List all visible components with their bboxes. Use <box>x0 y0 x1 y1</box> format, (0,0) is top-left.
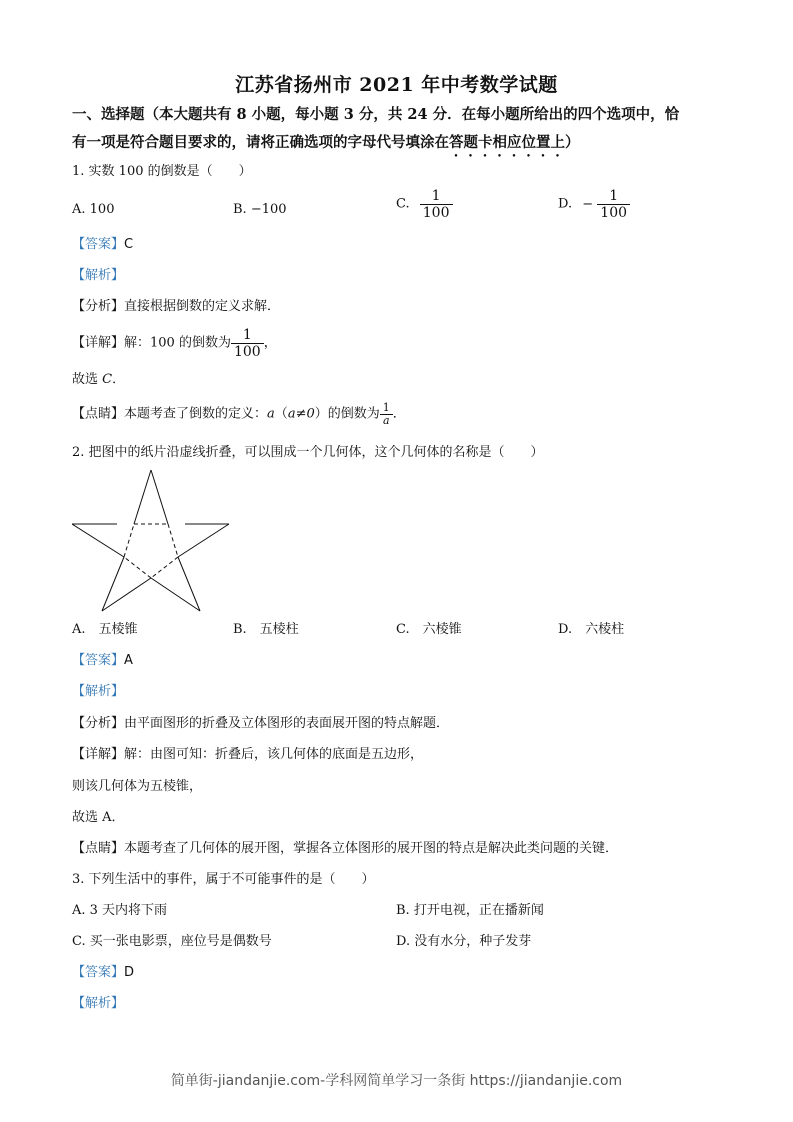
q2-xiangjie <box>72 745 423 765</box>
q2-fenxi <box>72 714 449 734</box>
xiangjie-label: 【详解】 <box>72 335 125 351</box>
answer-label: 【答案】 <box>72 653 125 668</box>
dianjing-mid: ）的倒数为 <box>314 406 380 422</box>
dianjing-label: 【点睛】 <box>72 841 125 856</box>
star-edge <box>178 557 200 611</box>
q2-option-b: B. 五棱柱 <box>233 622 299 637</box>
q2-option-a: A. 五棱锥 <box>72 622 138 637</box>
fraction <box>231 327 264 360</box>
fraction-numerator: 1 <box>231 327 264 344</box>
q1-stem: 1. 实数 100 的倒数是（ ） <box>72 164 252 179</box>
star-edge <box>151 470 168 524</box>
star-edge <box>72 524 124 557</box>
answer-value: A <box>124 653 133 668</box>
star-net-figure <box>72 467 242 615</box>
dianjing-var: a <box>267 406 275 422</box>
section-heading <box>72 101 732 160</box>
q2-stem: 2. 把图中的纸片沿虚线折叠，可以围成一个几何体，这个几何体的名称是（ ） <box>72 445 544 460</box>
section-heading-line2 <box>72 129 732 160</box>
q1-option-d-label: D. <box>558 196 573 212</box>
q1-option-a: A. 100 <box>72 202 115 217</box>
fenxi-text: 由平面图形的折叠及立体图形的表面展开图的特点解题． <box>124 716 450 731</box>
fraction-denominator: 100 <box>600 205 628 221</box>
star-edge <box>178 524 229 557</box>
q2-conclusion: 故选 A． <box>72 810 125 825</box>
answer-label: 【答案】 <box>72 237 125 252</box>
q1-answer <box>72 235 133 255</box>
conclusion-text: 故选 <box>72 372 103 387</box>
q2-analysis-label <box>72 682 124 702</box>
answer-value: C <box>124 237 134 252</box>
fold-line <box>124 557 151 578</box>
fraction-numerator: 1 <box>597 188 630 205</box>
section-heading-line1: 一、选择题（本大题共有 8 小题，每小题 3 分，共 24 分．在每小题所给出的四个选项中，恰 <box>72 106 680 123</box>
q1-option-b-value: −100 <box>250 202 287 217</box>
section-line2-end: ） <box>565 134 580 151</box>
dianjing-label: 【点睛】 <box>72 406 125 422</box>
q1-option-d-sign: − <box>582 196 594 212</box>
fraction <box>380 402 393 427</box>
star-edge <box>151 578 200 611</box>
q3-stem: 3. 下列生活中的事件，属于不可能事件的是（ ） <box>72 872 375 887</box>
xiangjie-end: ， <box>263 335 277 351</box>
answer-label: 【答案】 <box>72 965 125 980</box>
q3-analysis-label <box>72 994 124 1014</box>
fraction-denominator: 100 <box>422 205 450 221</box>
fenxi-label: 【分析】 <box>72 716 125 731</box>
fenxi-label: 【分析】 <box>72 299 125 314</box>
fraction-numerator: 1 <box>420 188 453 205</box>
q2-dianjing <box>72 839 618 859</box>
q1-dianjing <box>72 402 406 427</box>
answer-value: D <box>124 965 135 980</box>
fold-line <box>168 524 178 557</box>
fold-line <box>151 557 178 578</box>
fenxi-text: 直接根据倒数的定义求解． <box>124 299 281 314</box>
q2-option-d: D. 六棱柱 <box>558 622 625 637</box>
dianjing-text: 本题考查了倒数的定义： <box>124 406 268 422</box>
conclusion-end: ． <box>112 372 126 387</box>
dianjing-text: 本题考查了几何体的展开图，掌握各立体图形的展开图的特点是解决此类问题的关键． <box>124 841 619 856</box>
emphasized-text: 答题卡相应位置上 <box>449 134 565 151</box>
fraction-denominator: 100 <box>233 344 261 360</box>
dianjing-paren: （ <box>274 406 288 422</box>
xiangjie-label: 【详解】 <box>72 747 125 762</box>
q3-option-d: D. 没有水分，种子发芽 <box>396 934 532 949</box>
page-title: 江苏省扬州市 2021 年中考数学试题 <box>235 74 558 96</box>
fraction <box>420 188 453 221</box>
q1-option-c-label: C. <box>396 196 410 212</box>
analysis-label: 【解析】 <box>72 684 125 699</box>
q1-conclusion <box>72 370 125 390</box>
q3-option-a: A. 3 天内将下雨 <box>72 903 168 918</box>
star-edge <box>102 557 124 611</box>
section-line2-text: 有一项是符合题目要求的，请将正确选项的字母代号填涂在 <box>72 134 449 151</box>
q3-option-c: C. 买一张电影票，座位号是偶数号 <box>72 934 272 949</box>
dianjing-end: ． <box>392 406 406 422</box>
fraction-numerator: 1 <box>380 402 393 415</box>
xiangjie-text: 解：由图可知：折叠后，该几何体的底面是五边形， <box>124 747 424 762</box>
q2-line2: 则该几何体为五棱锥， <box>72 779 203 794</box>
q1-option-d <box>558 188 630 221</box>
q3-answer <box>72 963 134 983</box>
analysis-label: 【解析】 <box>72 996 125 1011</box>
q1-option-b-label: B. <box>233 202 247 217</box>
q1-option-c <box>396 188 453 221</box>
dianjing-condition: a≠0 <box>287 406 315 422</box>
q3-option-b: B. 打开电视，正在播新闻 <box>396 903 544 918</box>
xiangjie-text: 解：100 的倒数为 <box>124 335 231 351</box>
q2-answer <box>72 651 133 671</box>
star-edge <box>102 578 151 611</box>
q1-analysis-label <box>72 266 124 286</box>
page-footer: 简单街-jiandanjie.com-学科网简单学习一条街 https://jiandanjie.com <box>170 1073 623 1089</box>
fold-line <box>124 524 134 557</box>
fraction <box>597 188 630 221</box>
q2-option-c: C. 六棱锥 <box>396 622 462 637</box>
conclusion-letter: C <box>102 372 113 387</box>
star-edge <box>134 470 151 524</box>
q1-fenxi <box>72 297 280 317</box>
q1-option-b <box>233 200 287 220</box>
fraction-denominator: a <box>382 414 390 427</box>
analysis-label: 【解析】 <box>72 268 125 283</box>
q1-xiangjie <box>72 327 277 360</box>
